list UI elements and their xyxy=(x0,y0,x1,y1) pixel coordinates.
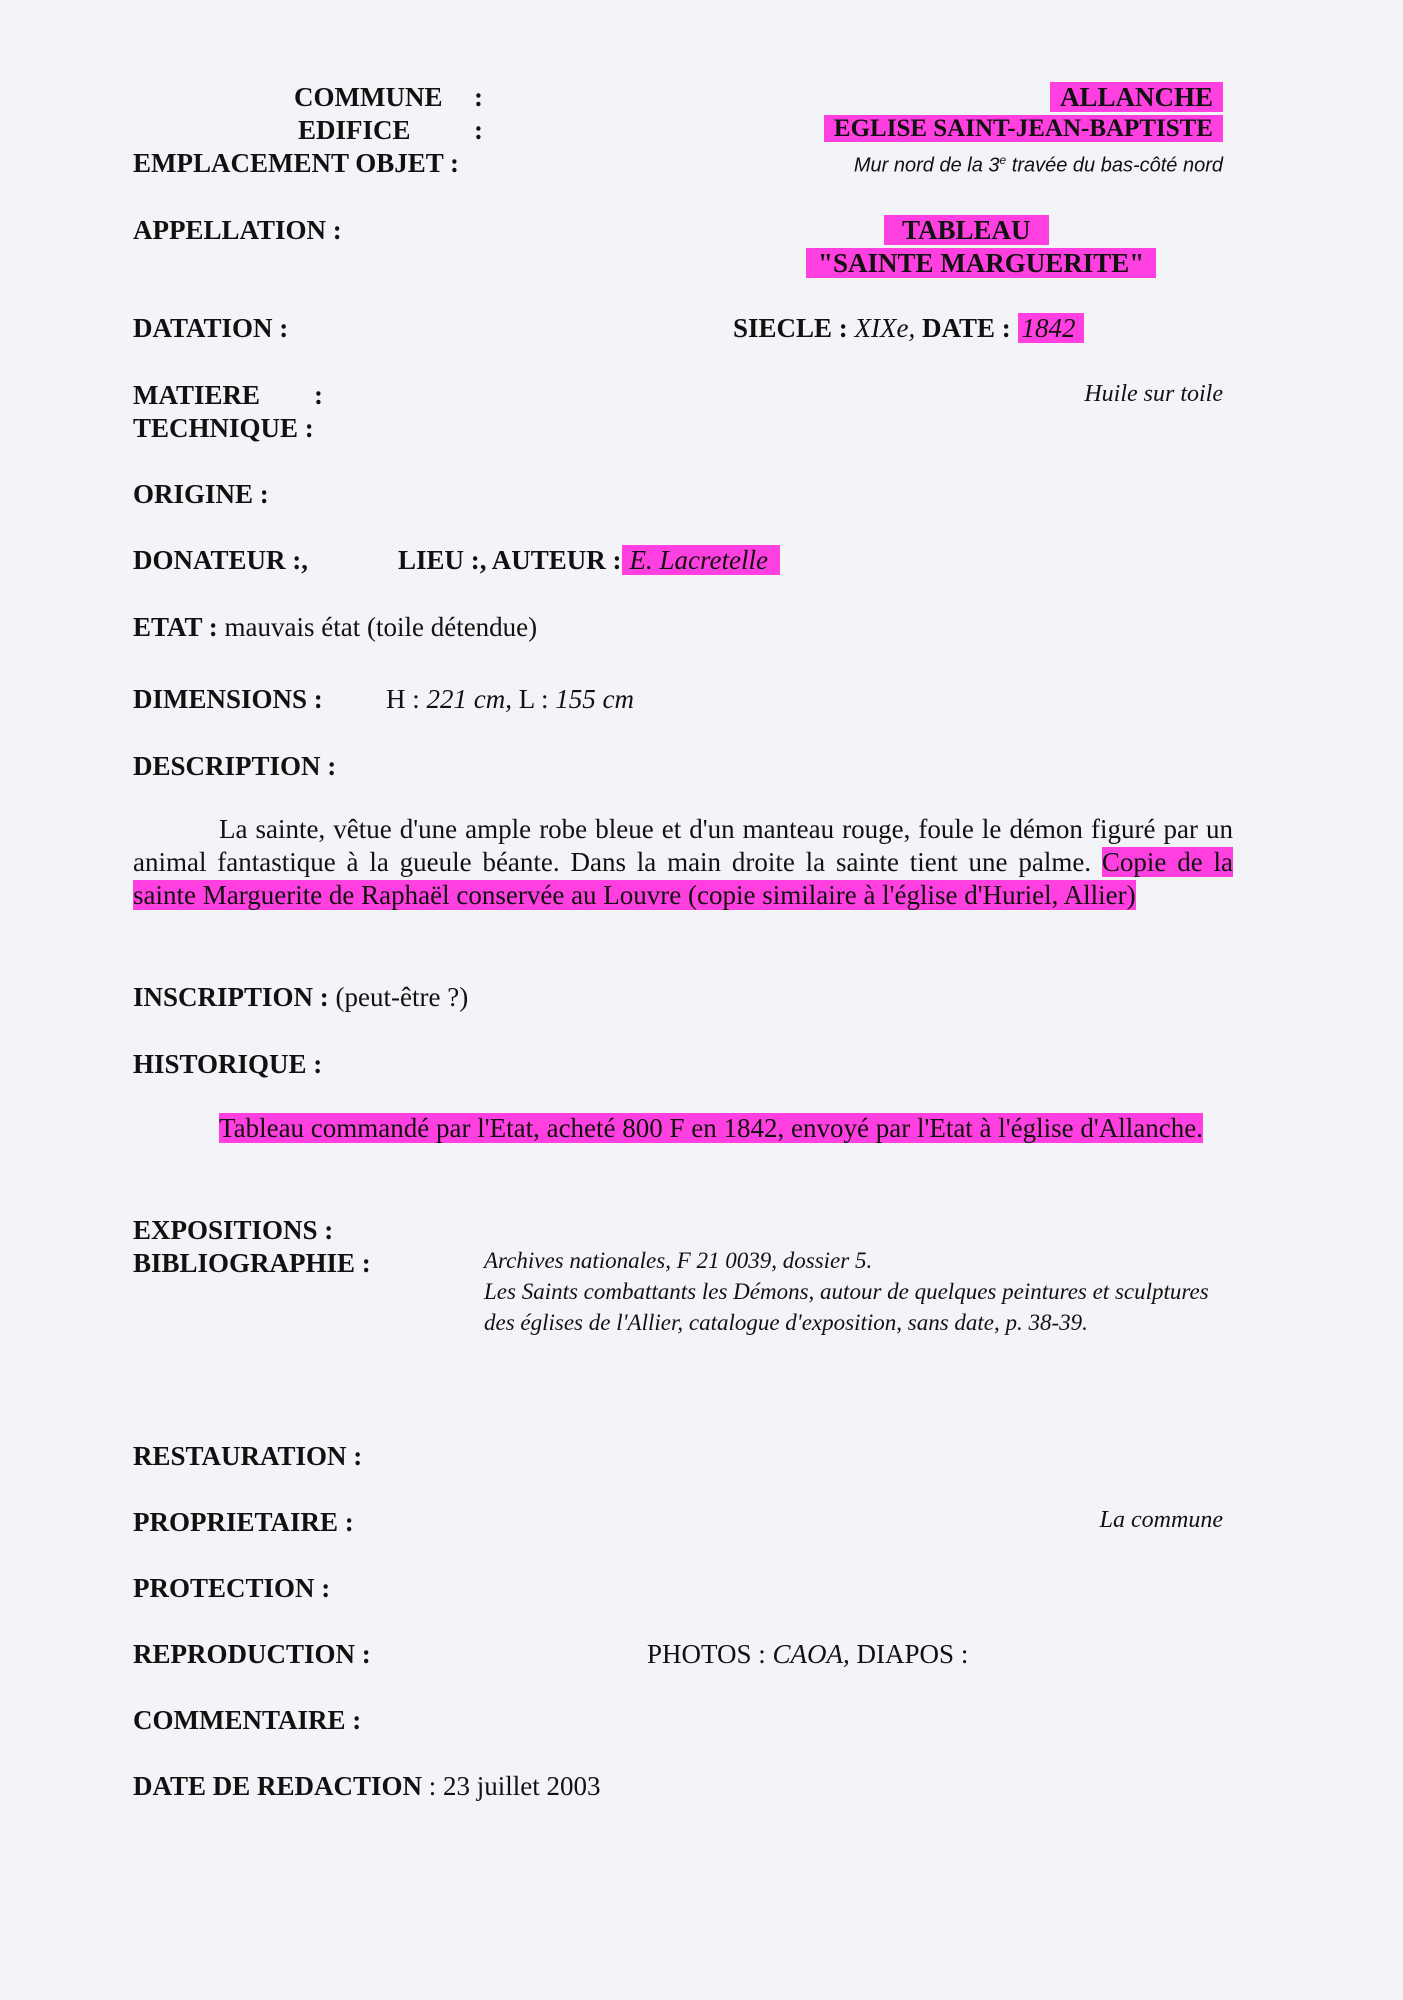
etat-value: mauvais état (toile détendue) xyxy=(224,612,538,642)
description-plain: La sainte, vêtue d'une ample robe bleue et d'un manteau rouge, foule le démon figuré par un animal fantastique à la gueule béante. Dans la main droite la sainte tient une palme. xyxy=(133,814,1233,877)
proprietaire-label: PROPRIETAIRE : xyxy=(133,1507,354,1537)
donateur-label: DONATEUR :, xyxy=(133,545,308,575)
protection-label: PROTECTION : xyxy=(133,1573,331,1603)
reproduction-values xyxy=(647,1637,968,1671)
etat-label: ETAT : xyxy=(133,612,218,642)
description-label: DESCRIPTION : xyxy=(133,751,337,781)
edifice-colon: : xyxy=(474,115,483,145)
bibliographie-text xyxy=(484,1245,1224,1338)
date-value: 1842 xyxy=(1018,313,1084,343)
photos-value: CAOA, xyxy=(772,1639,850,1669)
auteur-value: E. Lacretelle xyxy=(622,545,780,575)
appellation-value-1: TABLEAU xyxy=(884,213,1049,247)
restauration-label: RESTAURATION : xyxy=(133,1441,363,1471)
bibliographie-label: BIBLIOGRAPHIE : xyxy=(133,1248,371,1278)
historique-text xyxy=(133,1112,1233,1145)
siecle-value: XIXe, xyxy=(854,313,916,343)
photos-label: PHOTOS : xyxy=(647,1639,766,1669)
height-value: 221 cm, xyxy=(426,684,512,714)
edifice-value: EGLISE SAINT-JEAN-BAPTISTE xyxy=(824,113,1223,145)
matiere-colon: : xyxy=(314,380,323,410)
appellation-label: APPELLATION : xyxy=(133,215,342,245)
bibliographie-line-1: Archives nationales, F 21 0039, dossier 5. xyxy=(484,1248,873,1273)
historique-highlight: Tableau commandé par l'Etat, acheté 800 F en 1842, envoyé par l'Etat à l'église d'Allanche. xyxy=(219,1113,1203,1143)
origine-label: ORIGINE : xyxy=(133,479,269,509)
matiere-label: MATIERE xyxy=(133,380,261,410)
redaction-label: DATE DE REDACTION xyxy=(133,1771,423,1801)
date-label: DATE : xyxy=(922,313,1011,343)
redaction-row xyxy=(133,1769,601,1803)
siecle-label: SIECLE : xyxy=(733,313,848,343)
reproduction-label: REPRODUCTION : xyxy=(133,1639,371,1669)
appellation-value-2: "SAINTE MARGUERITE" xyxy=(806,246,1156,280)
historique-label: HISTORIQUE : xyxy=(133,1049,323,1079)
dimensions-label: DIMENSIONS : xyxy=(133,684,323,714)
emplacement-value: Mur nord de la 3e travée du bas-côté nord xyxy=(853,153,1223,177)
etat-row xyxy=(133,610,537,644)
commentaire-label: COMMENTAIRE : xyxy=(133,1705,362,1735)
height-label: H : xyxy=(386,684,420,714)
emplacement-label: EMPLACEMENT OBJET : xyxy=(133,148,460,178)
description-highlight: Copie de la sainte Marguerite de Raphaël conservée au Louvre (copie similaire à l'église d'Huriel, Allier) xyxy=(133,847,1234,910)
datation-values xyxy=(733,311,1084,345)
datation-label: DATATION : xyxy=(133,313,289,343)
redaction-value: : 23 juillet 2003 xyxy=(428,1771,601,1801)
dimensions-values xyxy=(386,682,634,716)
commune-value: ALLANCHE xyxy=(1050,80,1223,114)
inscription-row xyxy=(133,980,468,1014)
technique-label: TECHNIQUE : xyxy=(133,413,314,443)
expositions-label: EXPOSITIONS : xyxy=(133,1215,334,1245)
matiere-value: Huile sur toile xyxy=(1084,381,1223,407)
length-label: L : xyxy=(518,684,549,714)
proprietaire-value: La commune xyxy=(1099,1507,1223,1533)
commune-colon: : xyxy=(474,82,483,112)
inscription-value: (peut-être ?) xyxy=(335,982,469,1012)
length-value: 155 cm xyxy=(555,684,634,714)
edifice-label: EDIFICE xyxy=(298,115,411,145)
commune-label: COMMUNE xyxy=(294,82,443,112)
inscription-label: INSCRIPTION : xyxy=(133,982,329,1012)
description-text xyxy=(133,813,1233,912)
lieu-auteur xyxy=(398,543,780,577)
lieu-auteur-label: LIEU :, AUTEUR : xyxy=(398,545,622,575)
bibliographie-line-2: Les Saints combattants les Démons, autour de quelques peintures et sculptures des églises de l'Allier, catalogue d'exposition, sans date, p. 38-39. xyxy=(484,1279,1209,1335)
diapos-label: DIAPOS : xyxy=(856,1639,969,1669)
